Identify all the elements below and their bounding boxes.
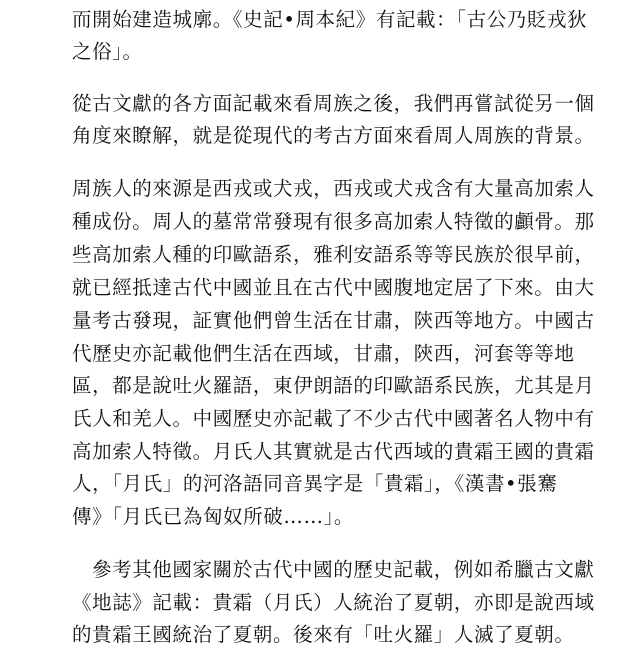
text-line: 人，「月氏」的河洛語同音異字是「貴霜」，《漢書•張騫 bbox=[72, 472, 558, 495]
text-line: 高加索人特徵。月氏人其實就是古代西域的貴霜王國的貴霜 bbox=[72, 440, 595, 463]
text-line: 《地誌》記載：貴霜（月氏）人統治了夏朝，亦即是說西域 bbox=[72, 591, 595, 614]
text-line: 區，都是說吐火羅語，東伊朗語的印歐語系民族，尤其是月 bbox=[72, 374, 595, 397]
text-line: 傳》「月氏已為匈奴所破……」。 bbox=[72, 505, 355, 528]
text-line: 周族人的來源是西戎或犬戎，西戎或犬戎含有大量高加索人 bbox=[72, 177, 595, 200]
text-line: 就已經抵達古代中國並且在古代中國腹地定居了下來。由大 bbox=[72, 276, 595, 299]
text-line: 從古文獻的各方面記載來看周族之後，我們再嘗試從另一個 bbox=[72, 92, 595, 115]
text-line: 些高加索人種的印歐語系，雅利安語系等等民族於很早前， bbox=[72, 243, 595, 266]
text-line: 的貴霜王國統治了夏朝。後來有「吐火羅」人滅了夏朝。 bbox=[72, 623, 575, 646]
text-line: 參考其他國家關於古代中國的歷史記載，例如希臘古文獻 bbox=[92, 558, 595, 581]
text-line: 而開始建造城廓。《史記•周本紀》有記載：「古公乃貶戎狄 bbox=[72, 8, 588, 31]
text-line: 種成份。周人的墓常常發現有很多高加索人特徵的顱骨。那 bbox=[72, 210, 595, 233]
text-line: 量考古發現，証實他們曾生活在甘肅，陝西等地方。中國古 bbox=[72, 309, 595, 332]
text-line: 代歷史亦記載他們生活在西域，甘肅，陝西，河套等等地 bbox=[72, 342, 575, 365]
text-line: 角度來瞭解，就是從現代的考古方面來看周人周族的背景。 bbox=[72, 124, 595, 147]
text-line: 氏人和羌人。中國歷史亦記載了不少古代中國著名人物中有 bbox=[72, 407, 595, 430]
text-line: 之俗」。 bbox=[72, 40, 143, 63]
